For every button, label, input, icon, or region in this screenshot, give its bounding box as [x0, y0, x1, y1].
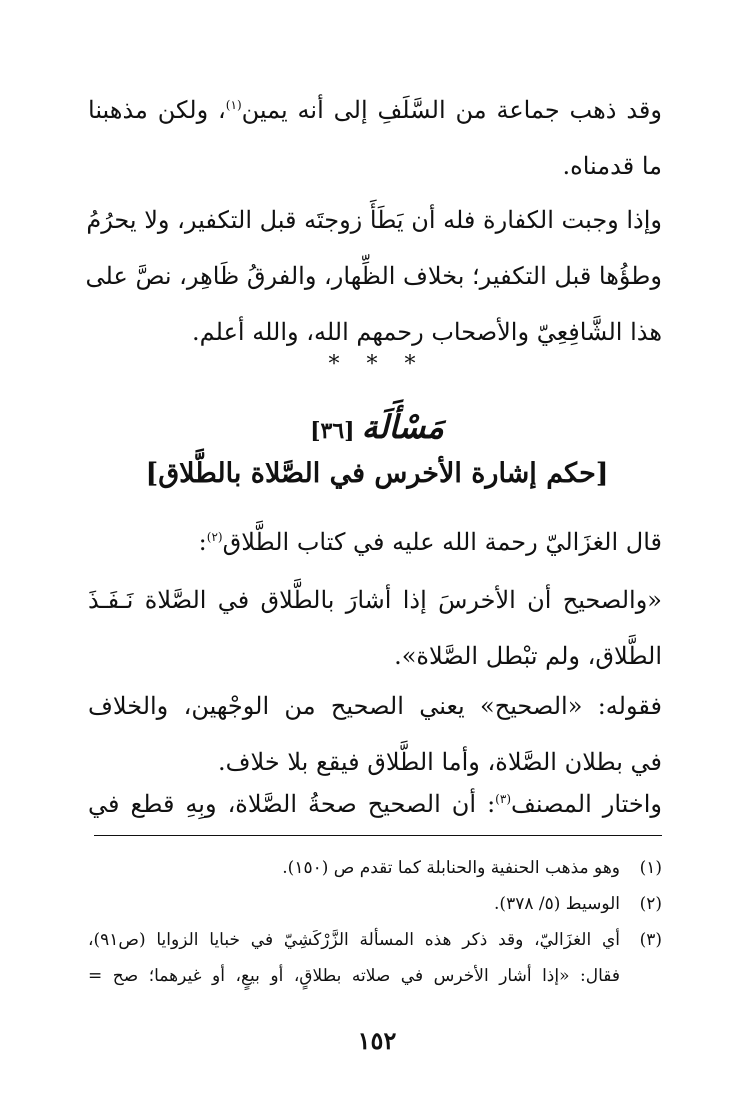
paragraph-line: في بطلان الصَّلاة، وأما الطَّلاق فيقع بلا خلاف.: [218, 748, 662, 776]
paragraph-line: وقد ذهب جماعة من السَّلَفِ إلى أنه يمين$^{(١)}$، ولكن مذهبنا: [88, 96, 662, 124]
paragraph-commentary: [88, 678, 662, 790]
footnote-ref-3[interactable]: (٣): [495, 792, 511, 806]
footnote-text: الوسيط (٥/ ٣٧٨).: [494, 894, 620, 914]
paragraph-line: وإذا وجبت الكفارة فله أن يَطَأَ زوجتَه قبل التكفير، ولا يحرُمُ: [86, 206, 662, 234]
paragraph-line: الطَّلاق، ولم تبْطل الصَّلاة».: [394, 642, 662, 670]
footnote-divider: [94, 835, 662, 836]
paragraph-line: وطؤُها قبل التكفير؛ بخلاف الظِّهار، والفرقُ ظَاهِر، نصَّ على: [85, 262, 662, 290]
footnotes: [88, 850, 662, 994]
section-heading: [حكم إشارة الأخرس في الصَّلاة بالطَّلاق]: [145, 458, 609, 489]
paragraph-line: ما قدمناه.: [562, 152, 662, 180]
paragraph-line: فقوله: «الصحيح» يعني الصحيح من الوجْهين، والخلاف: [88, 692, 662, 720]
masala-word: مَسْأَلَة: [361, 408, 444, 446]
footnote-ref-1[interactable]: (١): [225, 98, 242, 112]
paragraph-salaf-opinion: [88, 82, 662, 194]
footnote-marker: (٣): [639, 930, 662, 950]
paragraph-line: واختار المصنف$^{(٣)}$: أن الصحيح صحةُ الصَّلاة، وبِهِ قطع في: [88, 790, 662, 818]
paragraph-line: «والصحيح أن الأخرسَ إذا أشارَ بالطَّلاق في الصَّلاة نَـفَـذَ: [88, 586, 662, 614]
paragraph-ghazali-intro: [88, 514, 662, 570]
quoted-text: [88, 572, 662, 684]
footnote-ref-2[interactable]: (٢): [206, 530, 223, 544]
footnote-text: أي الغزَاليّ، وقد ذكر هذه المسألة الزَّرْكَشِيّ في خبايا الزوايا (ص٩١)، فقال: «إذا أشار الأخرس في صلاته بطلاقٍ، أو بيعٍ، أو غيرهما؛ صح =: [88, 930, 620, 986]
section-separator: * * *: [328, 352, 426, 377]
footnote-marker: (١): [639, 858, 662, 878]
footnote-text: وهو مذهب الحنفية والحنابلة كما تقدم ص (١٥٠).: [282, 858, 620, 878]
footnote-3: [88, 922, 662, 994]
footnote-2: [88, 886, 662, 922]
page-number: ١٥٢: [357, 1026, 397, 1055]
paragraph-line: هذا الشَّافِعِيّ والأصحاب رحمهم الله، والله أعلم.: [192, 318, 662, 346]
footnote-1: [88, 850, 662, 886]
paragraph-author-choice: [88, 776, 662, 832]
masala-number: [٣٦]: [310, 418, 355, 444]
footnote-marker: (٢): [639, 894, 662, 914]
paragraph-line: قال الغزَاليّ رحمة الله عليه في كتاب الطَّلاق$^{(٢)}$:: [198, 528, 662, 556]
paragraph-kaffara: [85, 192, 662, 360]
masala-title: [0, 408, 754, 446]
